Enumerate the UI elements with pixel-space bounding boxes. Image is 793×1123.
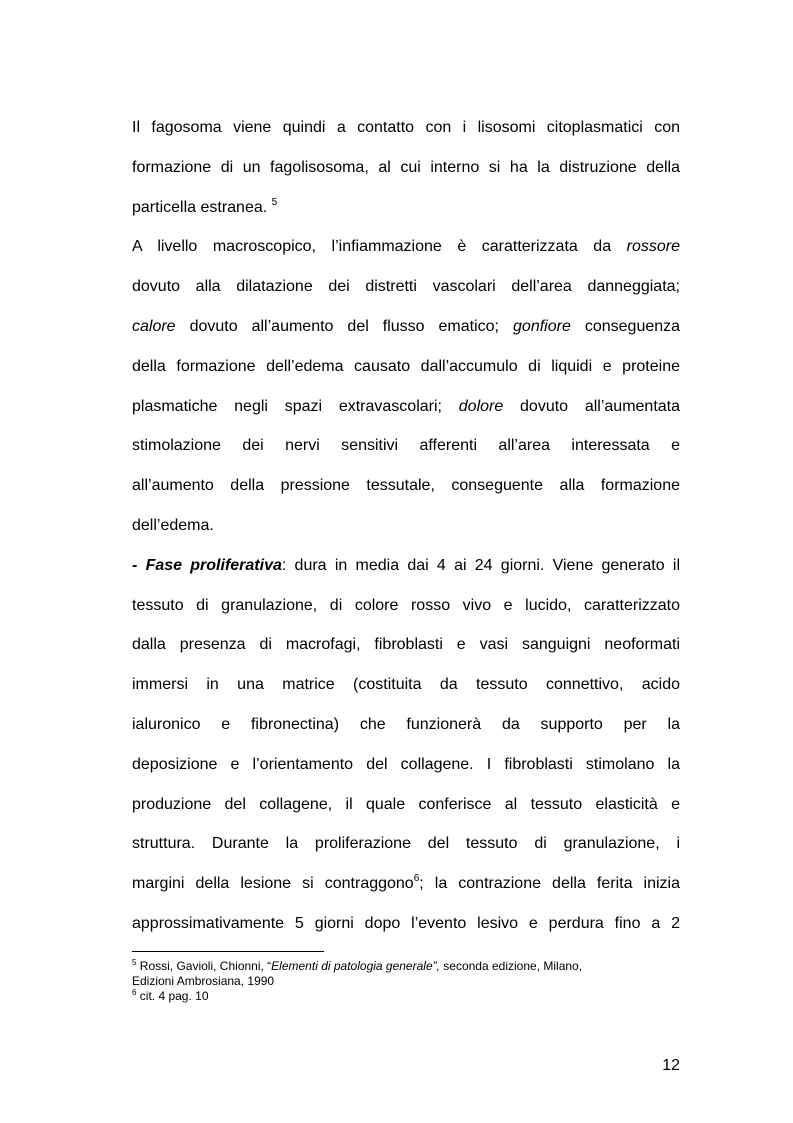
text: tessuto di granulazione, di colore rosso vivo e lucido, caratterizzato (132, 597, 680, 614)
text: margini della lesione si contraggono (132, 875, 414, 892)
body-line-3 (132, 198, 680, 220)
page-number: 12 (662, 1057, 680, 1074)
body-line-11 (132, 516, 680, 536)
body-line-6 (132, 317, 680, 337)
text: deposizione e l’orientamento del collagene. I fibroblasti stimolano la (132, 756, 680, 773)
body-line-14 (132, 635, 680, 655)
text: ialuronico e fibronectina) che funzionerà da supporto per la (132, 716, 680, 733)
text: A livello macroscopico, l’infiammazione è caratterizzata da (132, 238, 612, 255)
body-line-8 (132, 397, 680, 417)
body-line-2 (132, 158, 680, 178)
footnote-separator (132, 951, 324, 952)
text: formazione di un fagolisosoma, al cui interno si ha la distruzione della (132, 159, 680, 176)
body-line-10 (132, 476, 680, 496)
text: seconda edizione, Milano, (439, 959, 583, 973)
text: struttura. Durante la proliferazione del tessuto di granulazione, i (132, 835, 680, 852)
footnote-5-line-2 (132, 974, 274, 988)
body-line-5 (132, 277, 680, 297)
footnote-ref-6: 6 (413, 873, 420, 884)
text: Il fagosoma viene quindi a contatto con i lisosomi citoplasmatici con (132, 119, 680, 136)
body-line-17 (132, 755, 680, 775)
body-line-19 (132, 834, 680, 854)
text: dovuto all’aumento del flusso ematico; (189, 318, 500, 335)
text: ; la contrazione della ferita inizia (419, 875, 680, 892)
footnote-mark: 5 (132, 958, 137, 967)
text: stimolazione dei nervi sensitivi afferenti all’area interessata e (132, 437, 680, 454)
text: dell’edema. (132, 517, 214, 534)
text: : dura in media dai 4 ai 24 giorni. Viene generato il (281, 557, 680, 574)
footnote-6 (132, 989, 209, 1005)
footnote-5 (132, 959, 582, 975)
book-title: Elementi di patologia generale”, (271, 959, 440, 973)
body-line-18 (132, 795, 680, 815)
body-line-12 (132, 556, 680, 576)
body-line-1 (132, 118, 680, 138)
text: conseguenza (584, 318, 681, 335)
text: approssimativamente 5 giorni dopo l’evento lesivo e perdura fino a 2 (132, 915, 680, 932)
body-line-15 (132, 675, 680, 695)
text: della formazione dell’edema causato dall’accumulo di liquidi e proteine (132, 358, 680, 375)
body-line-20 (132, 874, 680, 896)
text: plasmatiche negli spazi extravascolari; (132, 398, 442, 415)
body-line-16 (132, 715, 680, 735)
text: cit. 4 pag. 10 (136, 989, 209, 1003)
footnote-ref-5: 5 (271, 197, 278, 208)
text: all’aumento della pressione tessutale, conseguente alla formazione (132, 477, 680, 494)
text: dalla presenza di macrofagi, fibroblasti e vasi sanguigni neoformati (132, 636, 680, 653)
text: dovuto all’aumentata (520, 398, 681, 415)
italic-term-dolore: dolore (458, 398, 504, 415)
italic-term-calore: calore (132, 318, 176, 335)
italic-term-gonfiore: gonfiore (513, 318, 571, 335)
text: Rossi, Gavioli, Chionni, “ (136, 959, 272, 973)
text: produzione del collagene, il quale conferisce al tessuto elasticità e (132, 796, 680, 813)
text: Edizioni Ambrosiana, 1990 (132, 974, 275, 988)
body-line-21 (132, 914, 680, 934)
body-line-7 (132, 357, 680, 377)
body-line-13 (132, 596, 680, 616)
body-line-9 (132, 436, 680, 456)
text: dovuto alla dilatazione dei distretti vascolari dell’area danneggiata; (132, 278, 680, 295)
footnote-mark: 6 (132, 988, 137, 997)
italic-term-rossore: rossore (626, 238, 680, 255)
section-heading-fase-proliferativa: - Fase proliferativa (132, 557, 282, 574)
text: particella estranea. (132, 199, 268, 216)
text: immersi in una matrice (costituita da tessuto connettivo, acido (132, 676, 680, 693)
body-line-4 (132, 237, 680, 257)
